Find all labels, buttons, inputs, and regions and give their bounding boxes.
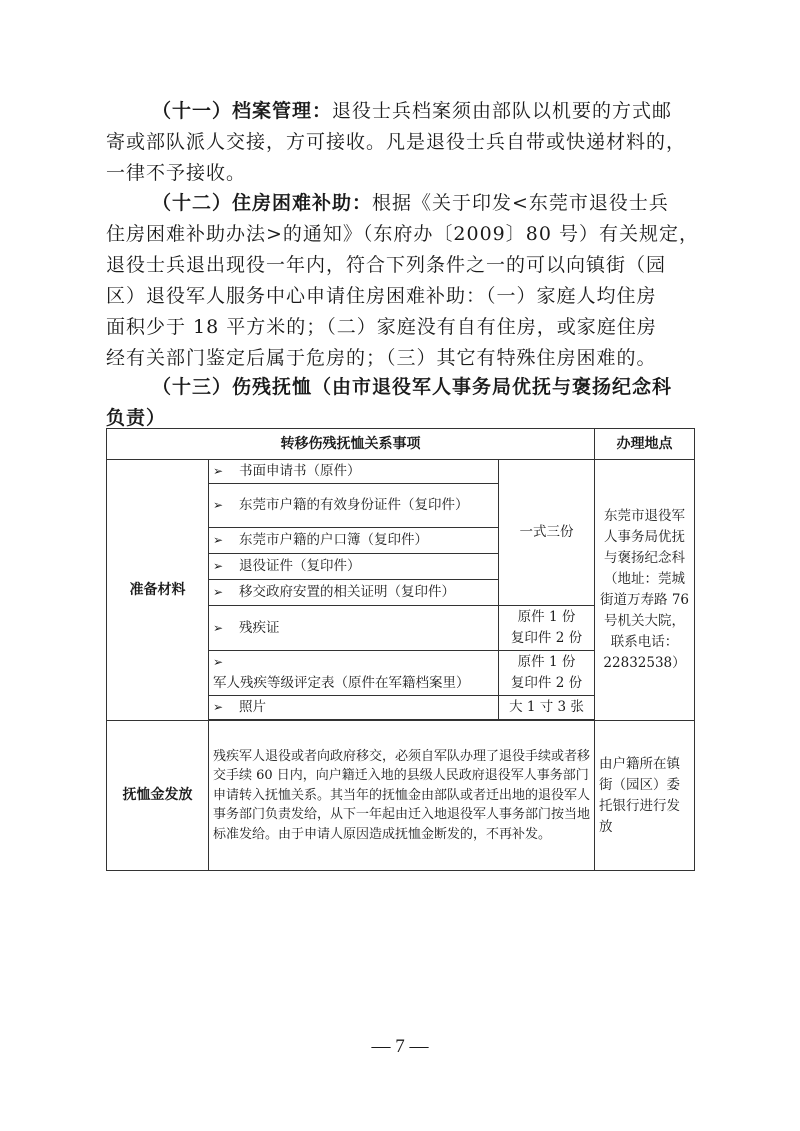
location-payment: 由户籍所在镇街（园区）委托银行进行发放 — [595, 721, 695, 871]
header-matters: 转移伤残抚恤关系事项 — [107, 429, 595, 460]
arrow-bullet-icon: ➢ — [213, 498, 224, 512]
list-item — [209, 554, 499, 580]
list-item — [209, 528, 499, 554]
item-text: 退役证件（复印件） — [239, 558, 361, 574]
qty-triple: 一式三份 — [499, 460, 595, 606]
category-payment: 抚恤金发放 — [107, 721, 209, 871]
section-11-line-3: 一律不予接收。 — [106, 162, 247, 184]
item-text: 东莞市户籍的有效身份证件（复印件） — [239, 497, 469, 513]
category-materials: 准备材料 — [107, 460, 209, 721]
section-11 — [106, 96, 694, 189]
list-item — [209, 580, 499, 606]
arrow-bullet-icon: ➢ — [213, 655, 224, 669]
section-12-line-4: 区）退役军人服务中心申请住房困难补助：（一）家庭人均住房 — [106, 285, 657, 307]
table-header-row — [107, 429, 695, 460]
section-11-line-2: 寄或部队派人交接，方可接收。凡是退役士兵自带或快递材料的， — [106, 131, 687, 153]
list-item — [209, 484, 499, 528]
list-item — [209, 460, 499, 484]
list-item — [209, 606, 499, 651]
item-text: 书面申请书（原件） — [239, 463, 361, 479]
section-12-line-6: 经有关部门鉴定后属于危房的；（三）其它有特殊住房困难的。 — [106, 347, 657, 369]
arrow-bullet-icon: ➢ — [213, 533, 224, 547]
list-item — [209, 696, 499, 720]
qty-line: 复印件 2 份 — [510, 675, 583, 691]
section-12 — [106, 188, 699, 374]
qty-photo: 大 1 寸 3 张 — [499, 696, 595, 720]
table-row — [107, 721, 695, 871]
section-11-title: （十一）档案管理： — [152, 100, 333, 122]
section-12-line-5: 面积少于 18 平方米的；（二）家庭没有自有住房，或家庭住房 — [106, 316, 657, 338]
page-number: — 7 — — [371, 1036, 429, 1057]
arrow-bullet-icon: ➢ — [213, 585, 224, 599]
item-text: 移交政府安置的相关证明（复印件） — [239, 584, 455, 600]
item-text: 照片 — [239, 699, 266, 715]
list-item — [209, 651, 499, 696]
qty-disability-cert — [499, 606, 595, 651]
item-text: 残疾证 — [239, 619, 280, 636]
qty-line: 原件 1 份 — [517, 609, 576, 625]
location-materials: 东莞市退役军人事务局优抚与褒扬纪念科（地址：莞城街道万寿路 76 号机关大院，联系电话：22832538） — [595, 460, 695, 721]
table-row — [107, 460, 695, 484]
qty-assessment — [499, 651, 595, 696]
qty-line: 复印件 2 份 — [510, 630, 583, 646]
section-12-line-2: 住房困难补助办法>的通知》（东府办〔2009〕80 号）有关规定， — [106, 223, 699, 245]
qty-line: 原件 1 份 — [517, 654, 576, 670]
section-11-line-1: 退役士兵档案须由部队以机要的方式邮 — [332, 100, 673, 122]
item-text: 东莞市户籍的户口簿（复印件） — [239, 532, 428, 548]
header-location: 办理地点 — [595, 429, 695, 460]
section-13 — [106, 372, 694, 434]
section-13-title-line-2: 负责） — [106, 407, 167, 429]
section-12-line-3: 退役士兵退出现役一年内，符合下列条件之一的可以向镇街（园 — [106, 254, 667, 276]
pension-transfer-table — [106, 428, 695, 871]
arrow-bullet-icon: ➢ — [213, 700, 224, 714]
arrow-bullet-icon: ➢ — [213, 559, 224, 573]
payment-text: 残疾军人退役或者向政府移交，必须自军队办理了退役手续或者移交手续 60 日内，向户籍迁入地的县级人民政府退役军人事务部门申请转入抚恤关系。其当年的抚恤金由部队或者迁出地的退役军人事务部门负责发给，从下一年起由迁入地退役军人事务部门按当地标准发给。由于申请人原因造成抚恤金断发的，不再补发。 — [209, 721, 595, 871]
section-12-line-1: 根据《关于印发<东莞市退役士兵 — [372, 192, 669, 214]
section-13-title-line-1: （十三）伤残抚恤（由市退役军人事务局优抚与褒扬纪念科 — [152, 376, 673, 398]
arrow-bullet-icon: ➢ — [213, 620, 224, 635]
item-text: 军人残疾等级评定表（原件在军籍档案里） — [213, 675, 470, 691]
arrow-bullet-icon: ➢ — [213, 464, 224, 478]
section-12-title: （十二）住房困难补助： — [152, 192, 373, 214]
